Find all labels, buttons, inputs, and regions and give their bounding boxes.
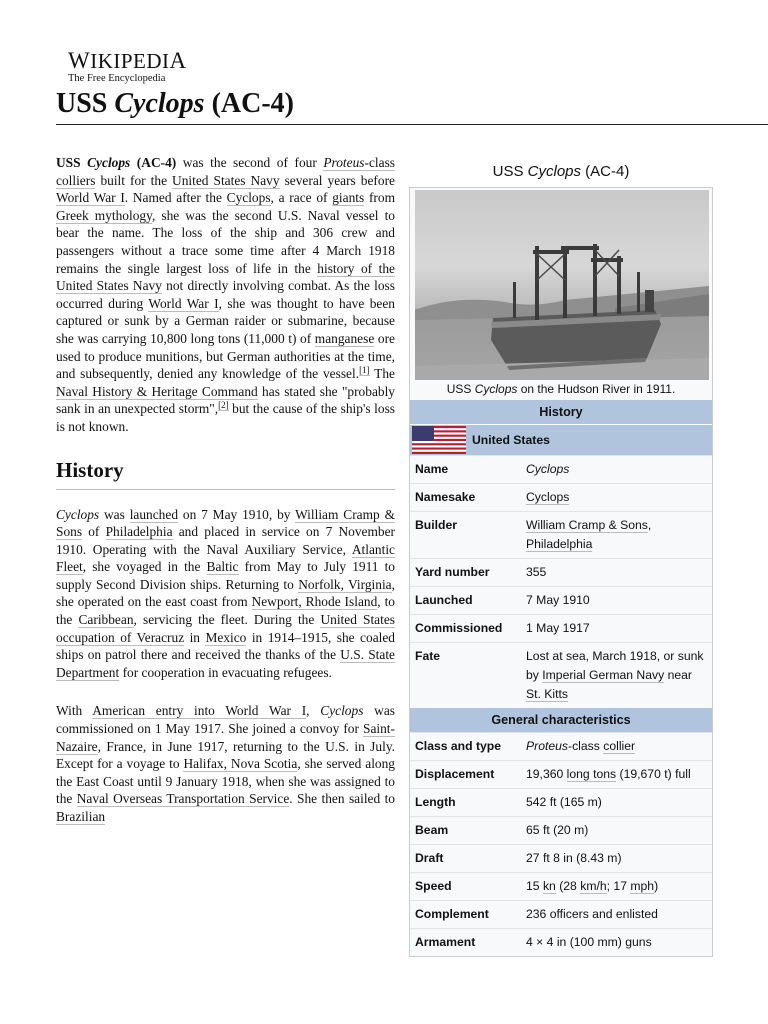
infobox-row <box>410 788 712 816</box>
ship-photo[interactable] <box>415 190 709 380</box>
infobox-row <box>410 483 712 511</box>
text-run: and placed in service on 7 November 1910. Operating with the Naval Auxiliary Service, <box>56 524 395 557</box>
infobox-row <box>410 455 712 483</box>
infobox-row-value <box>526 793 710 812</box>
infobox-row-value <box>526 877 710 896</box>
wiki-link[interactable]: Halifax, Nova Scotia <box>183 756 298 772</box>
infobox-row-label: Displacement <box>415 767 495 781</box>
infobox-row-label: Draft <box>415 851 444 865</box>
wiki-link[interactable]: United States occupation of Veracruz <box>56 612 396 645</box>
wiki-link[interactable]: mph <box>630 879 655 893</box>
infobox-row <box>410 816 712 844</box>
text-run: , she operated on the east coast from <box>56 576 395 610</box>
infobox-row-value <box>526 619 710 638</box>
text-run: , <box>306 703 321 719</box>
text-run: 27 ft 8 in (8.43 m) <box>526 851 622 865</box>
infobox-row-label: Armament <box>415 935 476 949</box>
text-run: was commissioned on 1 May 1917. She joined a convoy for <box>56 703 395 737</box>
text-run: not directly involving combat. As the loss occurred during <box>56 278 395 311</box>
wiki-link[interactable]: Greek mythology <box>56 207 152 223</box>
general-characteristics-header: General characteristics <box>410 708 712 732</box>
wiki-link[interactable]: Cyclops <box>226 190 271 206</box>
text-run: , servicing the fleet. During the <box>133 612 321 628</box>
wiki-link[interactable]: St. Kitts <box>526 687 568 701</box>
text-run: Cyclops <box>526 462 570 476</box>
wikipedia-tagline: The Free Encyclopedia <box>68 73 166 84</box>
text-run: ) <box>654 879 659 893</box>
wiki-link[interactable]: manganese <box>314 330 375 346</box>
infobox-row-label: Commissioned <box>415 621 503 635</box>
wiki-link[interactable]: long tons <box>566 767 617 781</box>
text-run: several years before <box>279 172 395 188</box>
text-run: 7 May 1910 <box>526 593 590 607</box>
text-run: 15 <box>526 879 543 893</box>
infobox-row-label: Launched <box>415 593 473 607</box>
text-run: 19,360 <box>526 767 567 781</box>
wiki-link[interactable]: Proteus <box>323 155 365 170</box>
us-flag-icon[interactable] <box>412 426 466 454</box>
infobox-row-label: Yard number <box>415 565 490 579</box>
infobox-row-label: Length <box>415 795 456 809</box>
text-run: USS <box>56 155 88 170</box>
history-section-header: History <box>410 400 712 424</box>
wiki-link[interactable]: kn <box>542 879 556 893</box>
history-heading: History <box>56 457 395 490</box>
general-rows <box>410 732 712 956</box>
flag-row <box>410 424 712 455</box>
text-run: The <box>369 366 395 382</box>
text-run: was <box>99 506 130 522</box>
infobox-row-label: Name <box>415 462 449 476</box>
wiki-link[interactable]: Imperial German Navy <box>542 668 665 682</box>
wiki-link[interactable]: Caribbean <box>78 612 134 628</box>
text-run: 355 <box>526 565 547 579</box>
wiki-link[interactable]: history of the United States Navy <box>56 260 395 294</box>
infobox-row-value <box>526 765 710 784</box>
text-run: (AC-4) <box>130 155 177 170</box>
citation-link[interactable]: [2] <box>218 399 229 410</box>
text-run: on 7 May 1910, by <box>178 506 296 522</box>
wiki-link[interactable]: Atlantic Fleet <box>56 541 395 575</box>
text-run: (28 <box>555 879 581 893</box>
wiki-link[interactable]: World War I <box>148 295 219 311</box>
infobox-row-value <box>526 591 710 610</box>
text-run: , France, in June 1917, returning to the U.S. in July. Except for a voyage to <box>56 738 395 772</box>
text-run: near <box>664 668 692 682</box>
infobox-row-label: Complement <box>415 907 489 921</box>
ship-photo-image <box>415 190 709 380</box>
text-run: ore used to produce munitions, but German authorities at the time, and subsequently, denied any knowledge of the vessel. <box>56 330 395 382</box>
text-run: in 1914–1915, she coaled ships on patrol there and received the thanks of the <box>56 629 395 663</box>
text-run: (19,670 t) full <box>616 767 691 781</box>
wiki-link[interactable]: Philadelphia <box>526 537 593 551</box>
text-run: Cyclops <box>87 155 131 170</box>
wiki-link[interactable]: Cyclops <box>526 490 570 504</box>
infobox-row <box>410 558 712 586</box>
infobox-row-label: Class and type <box>415 739 502 753</box>
wiki-link[interactable]: class <box>368 155 396 170</box>
history-rows <box>410 455 712 708</box>
wiki-link[interactable]: Norfolk, Virginia <box>298 576 392 592</box>
wiki-link[interactable]: World War I <box>56 190 125 206</box>
infobox-row <box>410 614 712 642</box>
text-run: 236 officers and enlisted <box>526 907 658 921</box>
infobox <box>409 187 713 957</box>
infobox-row <box>410 872 712 900</box>
text-run: but the cause of the ship's loss is not known. <box>56 401 395 434</box>
text-run: With <box>56 703 93 719</box>
infobox-row <box>410 760 712 788</box>
wiki-link[interactable]: Philadelphia <box>105 524 173 540</box>
infobox-row-label: Fate <box>415 649 441 663</box>
wiki-link[interactable]: William Cramp & Sons <box>526 518 648 532</box>
wiki-link[interactable]: William Cramp & Sons <box>56 506 395 540</box>
infobox-row-value <box>526 488 710 507</box>
infobox-row-value <box>526 737 710 756</box>
infobox-row-label: Builder <box>415 518 457 532</box>
wiki-link[interactable]: Brazilian <box>56 809 106 824</box>
article-body <box>56 154 395 847</box>
wiki-link[interactable]: Mexico <box>205 629 247 645</box>
text-run: was the second of four <box>176 155 324 170</box>
text-run: 542 ft (165 m) <box>526 795 602 809</box>
infobox-row <box>410 511 712 558</box>
country-name: United States <box>472 433 550 447</box>
infobox-caption: USS Cyclops (AC-4) <box>492 163 630 180</box>
infobox-row-value <box>526 849 710 868</box>
infobox-row <box>410 732 712 760</box>
infobox-row-value <box>526 563 710 582</box>
wikipedia-logo[interactable] <box>68 50 187 84</box>
infobox-row <box>410 642 712 708</box>
wiki-link[interactable]: Naval History & Heritage Command <box>56 383 258 399</box>
text-run: ; 17 <box>606 879 631 893</box>
text-run: 4 × 4 in (100 mm) guns <box>526 935 652 949</box>
wiki-link[interactable]: Baltic <box>206 559 239 575</box>
wiki-link[interactable]: U.S. State Department <box>56 647 395 680</box>
history-paragraph-1 <box>56 506 395 682</box>
wiki-link[interactable]: Saint-Nazaire <box>56 721 395 754</box>
wiki-link[interactable]: collier <box>603 739 636 753</box>
text-run: Proteus <box>526 739 569 753</box>
citation-link[interactable]: [1] <box>359 364 370 375</box>
text-run: , a race of <box>270 190 333 206</box>
text-run: Cyclops <box>320 703 364 719</box>
infobox-row-value <box>526 905 710 924</box>
infobox-row-value <box>526 647 710 704</box>
text-run: 1 May 1917 <box>526 621 590 635</box>
wiki-link[interactable]: American entry into World War I <box>92 703 307 719</box>
text-run: . She then sailed to <box>289 791 395 807</box>
text-run: for cooperation in evacuating refugees. <box>119 664 332 680</box>
wiki-link[interactable]: km/h <box>580 879 607 893</box>
infobox-row-value <box>526 933 710 952</box>
history-paragraph-2 <box>56 702 395 825</box>
infobox-row-label: Speed <box>415 879 452 893</box>
wiki-link[interactable]: United States Navy <box>172 172 280 188</box>
text-run: Cyclops <box>56 506 100 522</box>
wiki-link[interactable]: giants <box>332 190 365 206</box>
text-run: Lost at sea, March 1918, or sunk by <box>526 649 704 682</box>
infobox-row <box>410 844 712 872</box>
text-run: 65 ft (20 m) <box>526 823 589 837</box>
page-title: USS Cyclops (AC-4) <box>56 86 768 125</box>
photo-caption: USS Cyclops on the Hudson River in 1911. <box>446 382 676 396</box>
infobox-row-value <box>526 460 710 479</box>
text-run: , to the <box>56 594 395 628</box>
text-run: of <box>82 524 106 540</box>
text-run: built for the <box>95 172 173 188</box>
text-run: , <box>647 518 652 532</box>
wikipedia-wordmark: WIKIPEDIA <box>68 48 187 73</box>
text-run: , she voyaged in the <box>82 559 207 575</box>
wiki-link[interactable]: colliers <box>56 172 96 188</box>
text-run: , she served along the East Coast until 9 January 1918, when she was assigned to the <box>56 756 395 807</box>
text-run: . Named after the <box>124 190 227 206</box>
infobox-row-label: Namesake <box>415 490 476 504</box>
infobox-row-value <box>526 821 710 840</box>
infobox-row <box>410 928 712 956</box>
infobox-row <box>410 586 712 614</box>
wiki-link[interactable]: launched <box>129 506 179 522</box>
text-run: , she was the second U.S. Naval vessel to bear the name. The loss of the ship and 306 crew and passengers without a trace some time after 4 March 1918 remains the single largest loss of life in the <box>56 207 396 276</box>
text-run: -class <box>568 739 604 753</box>
intro-paragraph <box>56 154 395 436</box>
infobox-row-value <box>526 516 710 554</box>
infobox-row-label: Beam <box>415 823 449 837</box>
wiki-link[interactable]: Newport, Rhode Island <box>251 594 378 610</box>
text-run: in <box>184 629 206 645</box>
infobox-row <box>410 900 712 928</box>
text-run: has stated she "probably sank in an unexpected storm", <box>56 383 396 417</box>
text-run: , she was thought to have been captured or sunk by a German raider or submarine, because she was carrying 10,800 long tons (11,000 t) of <box>56 295 396 346</box>
wiki-link[interactable]: Naval Overseas Transportation Service <box>76 791 290 807</box>
text-run: from <box>364 190 395 206</box>
text-run: from May to July 1911 to supply Second Division ships. Returning to <box>56 559 395 592</box>
wiki-link[interactable]: - <box>364 155 369 170</box>
